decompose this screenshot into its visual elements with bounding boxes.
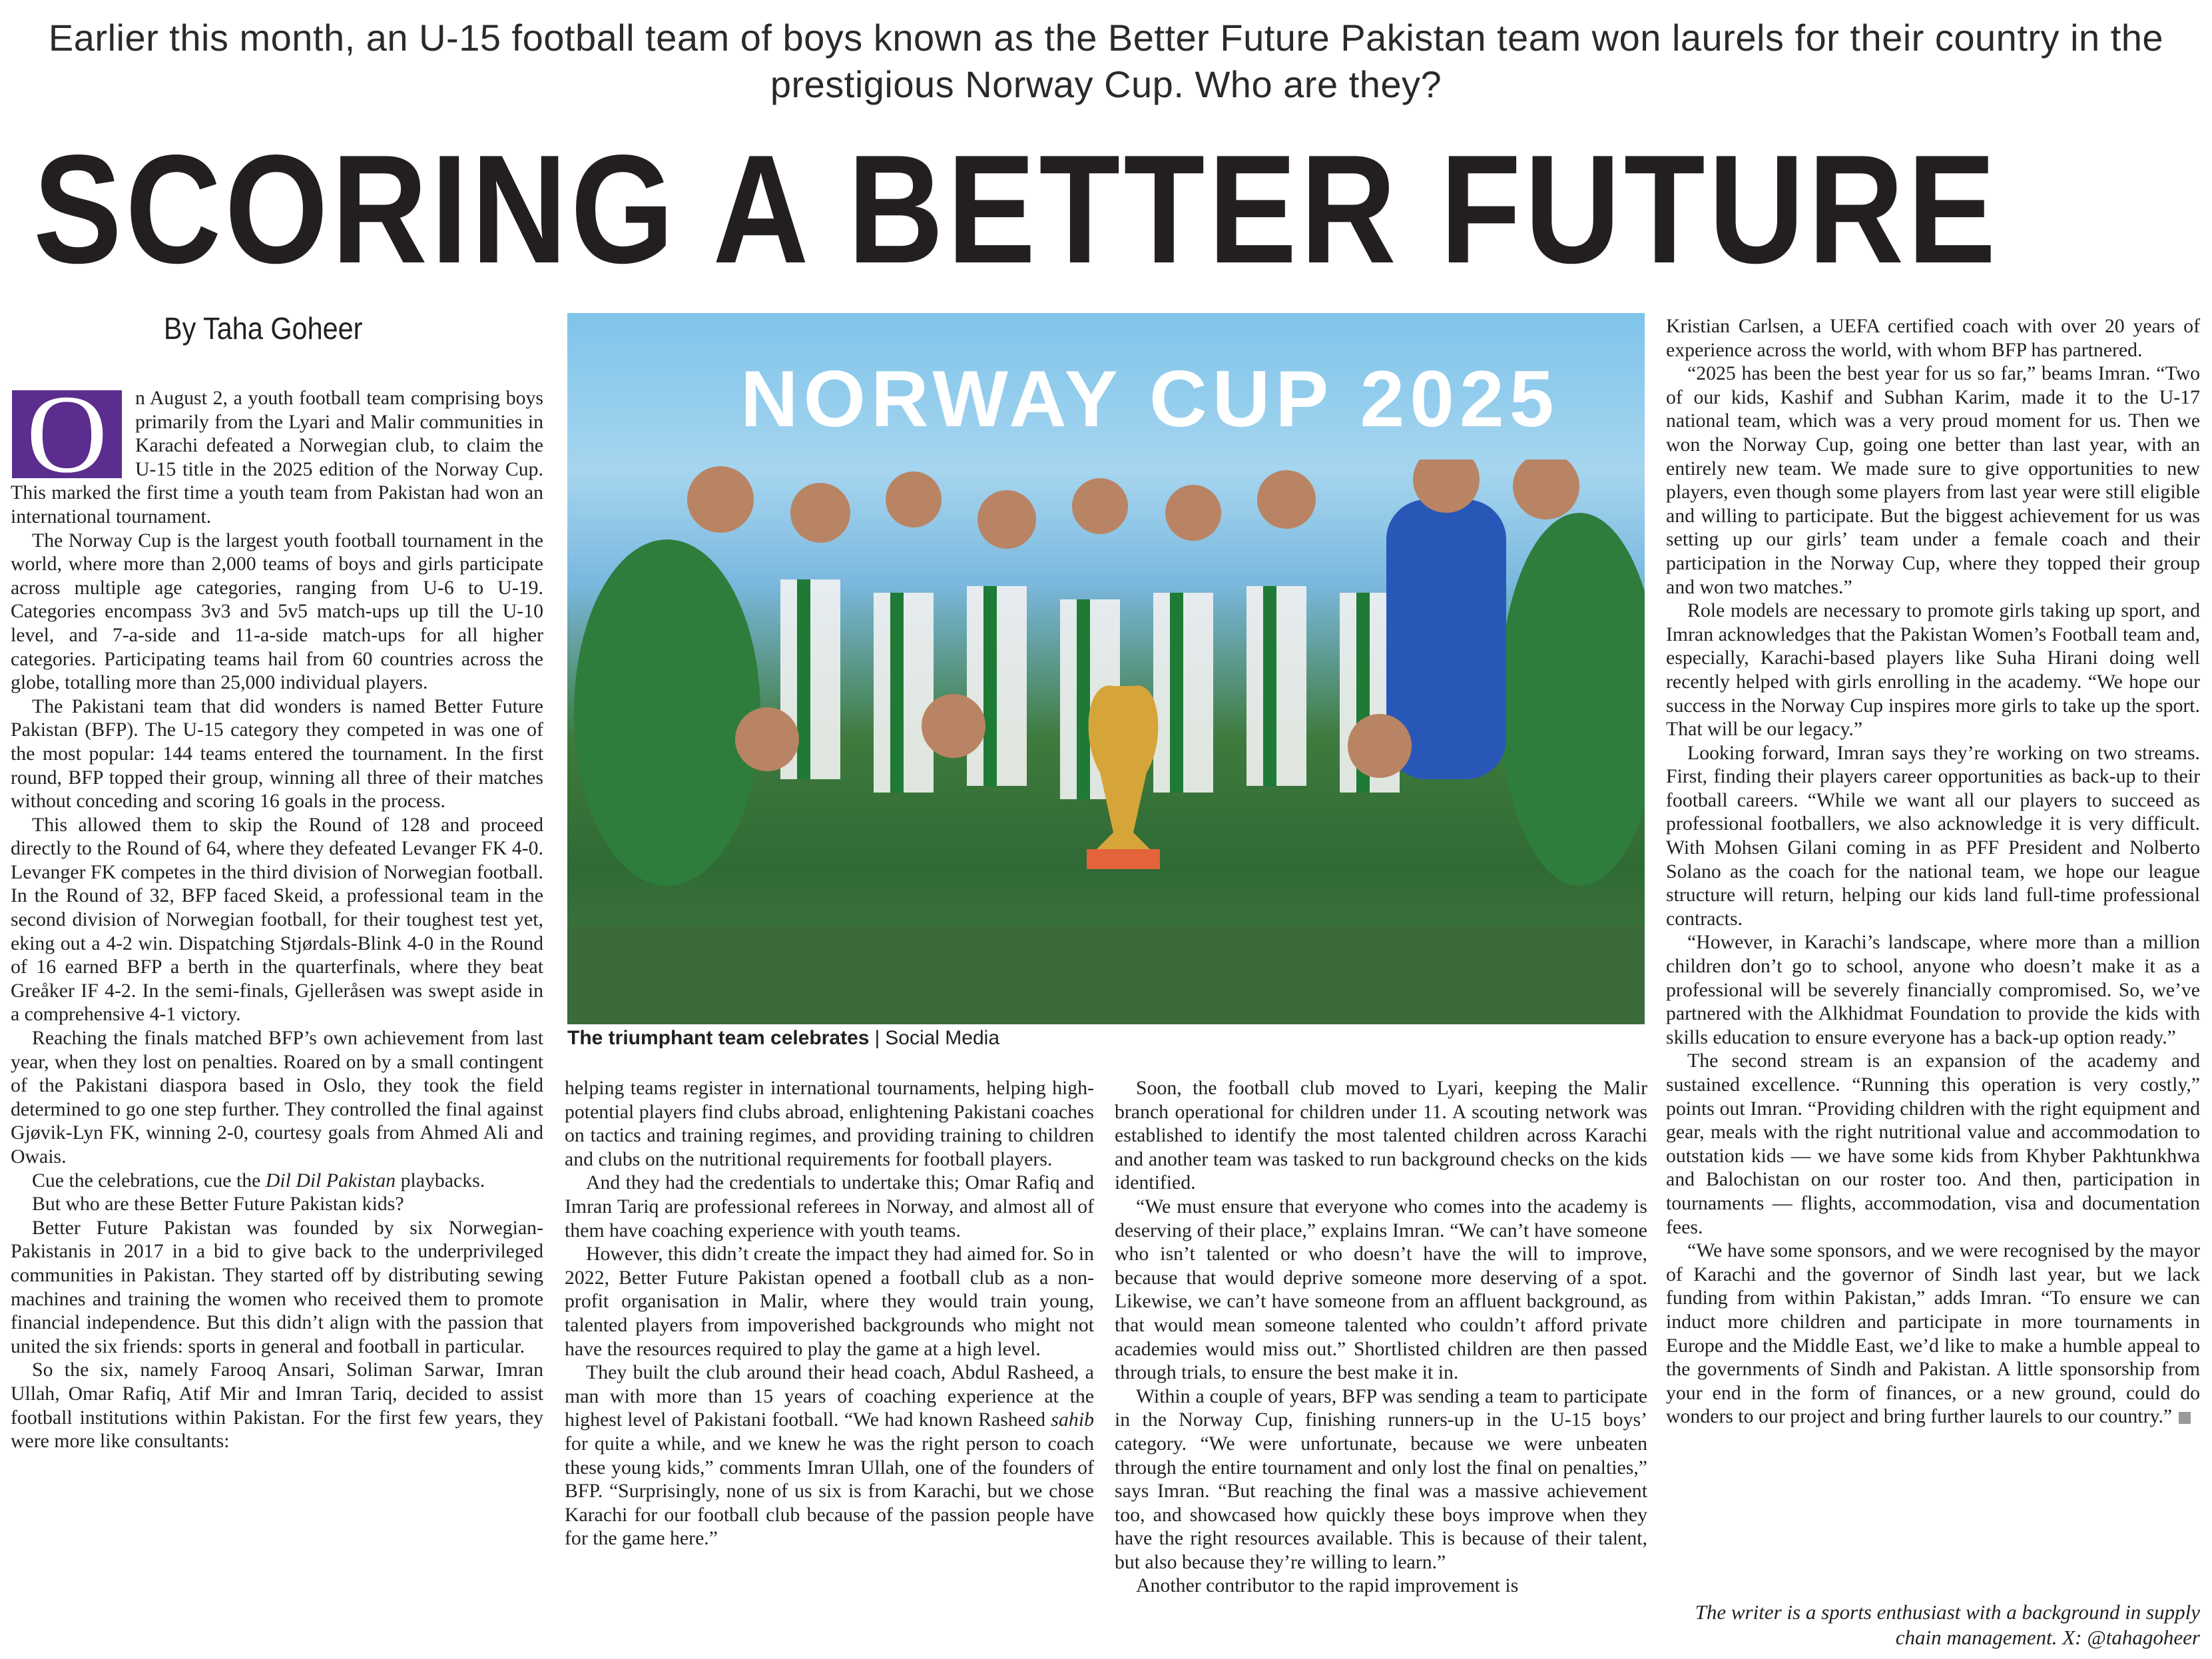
paragraph: Within a couple of years, BFP was sending a team to participate in the Norway Cup, finishing runners-up in the U-15 boys’ category. “We were unfortunate, because we were unbeaten through the entire tournament and only lost the final on penalties,” says Imran. “But reaching the final was a massive achievement too, and showcased how quickly these boys improve when they have the right resources available. This is because of their talent, but also because they’re willing to learn.” <box>1115 1385 1647 1573</box>
column-4 <box>1666 314 2200 1429</box>
column-3 <box>1115 1076 1647 1598</box>
photo-credit: Social Media <box>885 1027 1000 1049</box>
column-1 <box>11 372 543 1453</box>
column-2 <box>565 1076 1094 1550</box>
photo-banner-text: NORWAY CUP 2025 <box>740 354 1559 444</box>
paragraph: The Pakistani team that did wonders is named Better Future Pakistan (BFP). The U-15 category they competed in was one of the most popular: 144 teams entered the tournament. In the first round, BFP topped their group, winning all three of their matches without conceding and scoring 16 goals in the process. <box>11 695 543 813</box>
paragraph: However, this didn’t create the impact they had aimed for. So in 2022, Better Future Pakistan opened a football club as a non-profit organisation in Malir, where they would train young, talented players from impoverished backgrounds who might not have the resources required to play the game at a high level. <box>565 1243 1094 1360</box>
paragraph: Cue the celebrations, cue the Dil Dil Pakistan playbacks. <box>32 1169 485 1191</box>
paragraph: So the six, namely Farooq Ansari, Soliman Sarwar, Imran Ullah, Omar Rafiq, Atif Mir and Imran Tariq, decided to assist football institutions within Pakistan. For the first few years, they were more like consultants: <box>11 1359 543 1453</box>
paragraph: The Norway Cup is the largest youth football tournament in the world, where more than 2,000 teams of boys and girls participate across multiple age categories, ranging from U-6 to U-19. Categories encompass 3v3 and 5v5 match-ups up till the U-10 level, and 7-a-side and 11-a-side match-ups for all higher categories. Participating teams hail from 60 countries across the globe, totalling more than 25,000 individual players. <box>11 529 543 694</box>
drop-cap: O <box>12 390 122 478</box>
photo-caption <box>567 1027 999 1050</box>
paragraph: “We have some sponsors, and we were recognised by the mayor of Karachi and the governor of Sindh last year, but we lack funding from within Pakistan,” adds Imran. “To ensure we can induct more children and participate in more tournaments in Europe and the Middle East, we’d like to make a humble appeal to the governments of Sindh and Pakistan. A little sponsorship from your end in the form of finances, or a new ground, could do wonders to our project and bring further laurels to our country.” <box>1666 1239 2200 1428</box>
lead-paragraph: O n August 2, a youth football team comprising boys primarily from the Lyari and Malir communities in Karachi defeated a Norwegian club, to claim the U-15 title in the 2025 edition of the Norway Cup. This marked the first time a youth team from Pakistan had won an international tournament. <box>11 372 543 527</box>
team-celebration-image <box>567 460 1645 1024</box>
paragraph: “2025 has been the best year for us so far,” beams Imran. “Two of our kids, Kashif and Subhan Karim, made it to the U-17 national team, which was a very proud moment for us. Then we won the Norway Cup, going one better than last year, with an entirely new team. We made sure to give opportunities to new players, even though some players from last year were still eligible and willing to participate. But the biggest achievement for us was setting up our girls’ team under a female coach and their participation in the Norway Cup, where they topped their group and won two matches.” <box>1666 362 2200 598</box>
strapline: Earlier this month, an U-15 football team of boys known as the Better Future Pakistan team won laurels for their country in the prestigious Norway Cup. Who are they? <box>48 17 2164 105</box>
song-title: Dil Dil Pakistan <box>265 1169 396 1191</box>
author-tagline: The writer is a sports enthusiast with a background in supply chain management. X: @tahagoheer <box>1695 1600 2200 1649</box>
byline: By Taha Goheer <box>164 311 363 346</box>
headline: SCORING A BETTER FUTURE <box>33 123 2000 296</box>
caption-text: The triumphant team celebrates <box>567 1027 870 1049</box>
paragraph: The second stream is an expansion of the academy and sustained excellence. “Running this operation is very costly,” points out Imran. “Providing children with the right equipment and gear, meals with the right nutritional value and accommodation to outstation kids — we have some kids from Khyber Pakhtunkhwa and Balochistan on our roster too. And then, participation in tournaments — flights, accommodation, visa and documentation fees. <box>1666 1050 2200 1238</box>
paragraph: Reaching the finals matched BFP’s own achievement from last year, when they lost on penalties. Roared on by a small contingent of the Pakistani diaspora based in Oslo, they took the field determined to go one step further. They controlled the final against Gjøvik-Lyn FK, winning 2-0, courtesy goals from Ahmed Ali and Owais. <box>11 1027 543 1167</box>
paragraph: Looking forward, Imran says they’re working on two streams. First, finding their players career opportunities as back-up to their football careers. “While we want all our players to succeed as professional footballers, we also acknowledge it is very difficult. With Mohsen Gilani coming in as PFF President and Nolberto Solano as the coach for the national team, we hope our league structure will return, helping our kids land full-time professional contracts. <box>1666 741 2200 930</box>
paragraph: “We must ensure that everyone who comes into the academy is deserving of their place,” explains Imran. “We can’t have someone who isn’t talented or who doesn’t have the will to improve, because that would deprive someone more deserving of a spot. Likewise, we can’t have someone from an affluent background, as that would mean someone talented who couldn’t afford private academies would miss out.” Shortlisted children are then passed through trials, to ensure the best make it in. <box>1115 1195 1647 1384</box>
paragraph: This allowed them to skip the Round of 128 and proceed directly to the Round of 64, where they defeated Levanger FK 4-0. Levanger FK competes in the third division of Norwegian football. In the Round of 32, BFP faced Skeid, a professional team in the second division of Norwegian football, for their toughest test yet, eking out a 4-2 win. Dispatching Stjørdals-Blink 4-0 in the Round of 16 earned BFP a berth in the quarterfinals, where they beat Greåker IF 4-2. In the semi-finals, Gjelleråsen was swept aside in a comprehensive 4-1 victory. <box>11 813 543 1026</box>
paragraph: Kristian Carlsen, a UEFA certified coach with over 20 years of experience across the world, with whom BFP has partnered. <box>1666 315 2200 361</box>
team-photo <box>567 313 1645 1024</box>
paragraph: And they had the credentials to undertake this; Omar Rafiq and Imran Tariq are professional referees in Norway, and almost all of them have coaching experience with youth teams. <box>565 1171 1094 1241</box>
paragraph: But who are these Better Future Pakistan kids? <box>32 1193 404 1215</box>
paragraph: Another contributor to the rapid improvement is <box>1136 1574 1519 1597</box>
paragraph: They built the club around their head coach, Abdul Rasheed, a man with more than 15 years of coaching experience at the highest level of Pakistani football. “We had known Rasheed sahib for quite a while, and we knew he was the right person to coach these young kids,” comments Imran Ullah, one of the founders of BFP. “Surprisingly, none of us six is from Karachi, but we chose Karachi for our football club because of the passion people have for the game here.” <box>565 1361 1094 1550</box>
honorific: sahib <box>1051 1409 1094 1431</box>
paragraph: “However, in Karachi’s landscape, where more than a million children don’t go to school, anyone who doesn’t make it as a professional will be severely financially compromised. So, we’ve partnered with the Alkhidmat Foundation to provide the kids with skills education to ensure everyone has a back-up option ready.” <box>1666 931 2200 1048</box>
paragraph: Soon, the football club moved to Lyari, keeping the Malir branch operational for children under 11. A scouting network was established to identify the most talented children across Karachi and another team was tasked to run background checks on the kids identified. <box>1115 1077 1647 1194</box>
caption-separator: | <box>874 1027 880 1049</box>
paragraph: helping teams register in international tournaments, helping high-potential players find clubs abroad, enlightening Pakistani coaches on tactics and training regimes, and providing training to children and clubs on the nutritional requirements for football players. <box>565 1077 1094 1170</box>
paragraph: Better Future Pakistan was founded by six Norwegian-Pakistanis in 2017 in a bid to give back to the underprivileged communities in Pakistan. They started off by distributing sewing machines and training the women who received them to promote financial independence. But this didn’t align with the passion that united the six friends: sports in general and football in particular. <box>11 1216 543 1357</box>
paragraph: Role models are necessary to promote girls taking up sport, and Imran acknowledges that the Pakistan Women’s Football team and, especially, Karachi-based players like Suha Hirani doing well recently helped with girls enrolling in the academy. “We hope our success in the Norway Cup inspires more girls to take up the sport. That will be our legacy.” <box>1666 599 2200 741</box>
end-mark-icon <box>2179 1412 2191 1424</box>
